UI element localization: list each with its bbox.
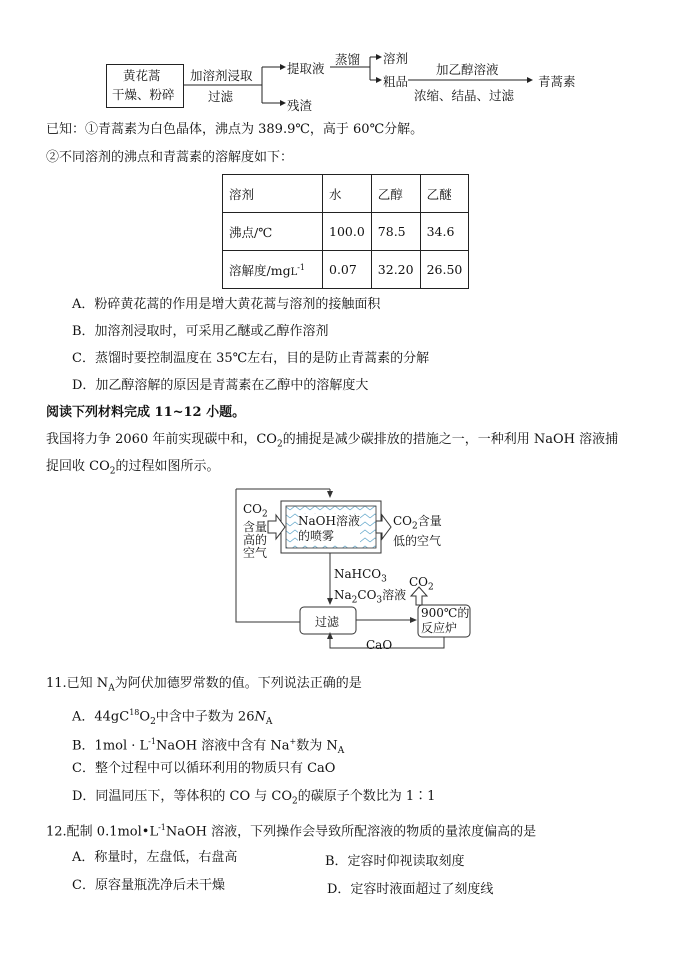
- table-cell: 32.20: [371, 251, 420, 289]
- q11-option-b: B．$1mol \cdot L^{-1}NaOH$ 溶液中含有 Na+数为 $N_A$: [72, 737, 345, 756]
- q10-option-a: A．粉碎黄花蒿的作用是增大黄花蒿与溶剂的接触面积: [72, 297, 381, 312]
- table-cell: 溶解度/mgL$^{-1}$: [223, 251, 323, 289]
- diagram-furnace-label: 900℃的 反应炉: [421, 606, 470, 635]
- q10-option-d: D．加乙醇溶解的原因是青蒿素在乙醇中的溶解度大: [72, 378, 369, 393]
- passage-line1: 我国将力争 2060 年前实现碳中和，$CO_2$的捕捉是减少碳排放的措施之一，一种利用 NaOH 溶液捕: [46, 432, 619, 450]
- table-header-cell: 乙醇: [371, 175, 420, 213]
- reading-title: 阅读下列材料完成 11~12 小题。: [46, 405, 246, 420]
- flow-extract: 提取液: [287, 61, 325, 76]
- flow-start-line1: 黄花蒿: [123, 68, 161, 83]
- diagram-filter-label: 过滤: [315, 615, 340, 629]
- diagram-cao-label: CaO: [366, 638, 393, 652]
- diagram-spray-label: NaOH溶液 的喷雾: [298, 514, 360, 543]
- flow-crude: 粗品: [383, 74, 409, 89]
- table-header-cell: 乙醚: [420, 175, 469, 213]
- q11-option-c: C．整个过程中可以循环利用的物质只有 CaO: [72, 761, 336, 776]
- q12-stem: 12.配制 $0.1mol•L^{-1}NaOH$ 溶液，下列操作会导致所配溶液的物质的量浓度偏高的是: [46, 823, 537, 840]
- flow-distill: 蒸馏: [335, 52, 361, 67]
- flow-solvent: 溶剂: [383, 51, 409, 66]
- q12-option-b: B．定容时仰视读取刻度: [325, 854, 465, 869]
- diagram-mid-label: NaHCO$_3$ $Na_2CO_3$溶液: [334, 567, 407, 606]
- flow-step1-top: 加溶剂浸取: [190, 68, 253, 83]
- diagram-left-label: $CO_2$ 含量 高的 空气: [243, 502, 268, 561]
- q12-option-a: A．称量时，左盘低，右盘高: [72, 850, 238, 865]
- q12-option-d: D．定容时液面超过了刻度线: [327, 882, 494, 897]
- flow-step2-top: 加乙醇溶液: [436, 62, 499, 77]
- known-line1: 已知：①青蒿素为白色晶体，沸点为 389.9℃，高于 60℃分解。: [46, 122, 424, 137]
- table-cell: 0.07: [323, 251, 372, 289]
- diagram-right-label: $CO_2$含量 低的空气: [393, 514, 442, 549]
- passage-line2: 捉回收 $CO_2$的过程如图所示。: [46, 459, 220, 477]
- table-header-cell: 水: [323, 175, 372, 213]
- flow-step2-bottom: 浓缩、结晶、过滤: [414, 88, 515, 103]
- q10-option-c: C．蒸馏时要控制温度在 35℃左右，目的是防止青蒿素的分解: [72, 351, 430, 366]
- flow-residue: 残渣: [287, 98, 313, 113]
- table-cell: 沸点/℃: [223, 213, 323, 251]
- flow-product: 青蒿素: [538, 74, 576, 89]
- q11-stem: 11.已知 $N_A$为阿伏加德罗常数的值。下列说法正确的是: [46, 676, 362, 694]
- flow-start-line2: 干燥、粉碎: [112, 87, 175, 102]
- diagram-co2-out: $CO_2$: [409, 575, 434, 593]
- table-cell: 34.6: [420, 213, 469, 251]
- table-header-cell: 溶剂: [223, 175, 323, 213]
- q12-option-c: C．原容量瓶洗净后未干燥: [72, 878, 225, 893]
- flow-step1-bottom: 过滤: [208, 89, 234, 104]
- known-line2: ②不同溶剂的沸点和青蒿素的溶解度如下：: [46, 150, 294, 165]
- table-cell: 78.5: [371, 213, 420, 251]
- q10-option-b: B．加溶剂浸取时，可采用乙醚或乙醇作溶剂: [72, 324, 329, 339]
- table-cell: 100.0: [323, 213, 372, 251]
- table-cell: 26.50: [420, 251, 469, 289]
- q11-option-d: D．同温同压下，等体积的 CO 与 $CO_2$的碳原子个数比为 1∶1: [72, 789, 436, 807]
- q11-option-a: A．$44gC^{18}O_2$中含中子数为 $26N_A$: [72, 708, 273, 727]
- table-unit: L: [290, 266, 298, 278]
